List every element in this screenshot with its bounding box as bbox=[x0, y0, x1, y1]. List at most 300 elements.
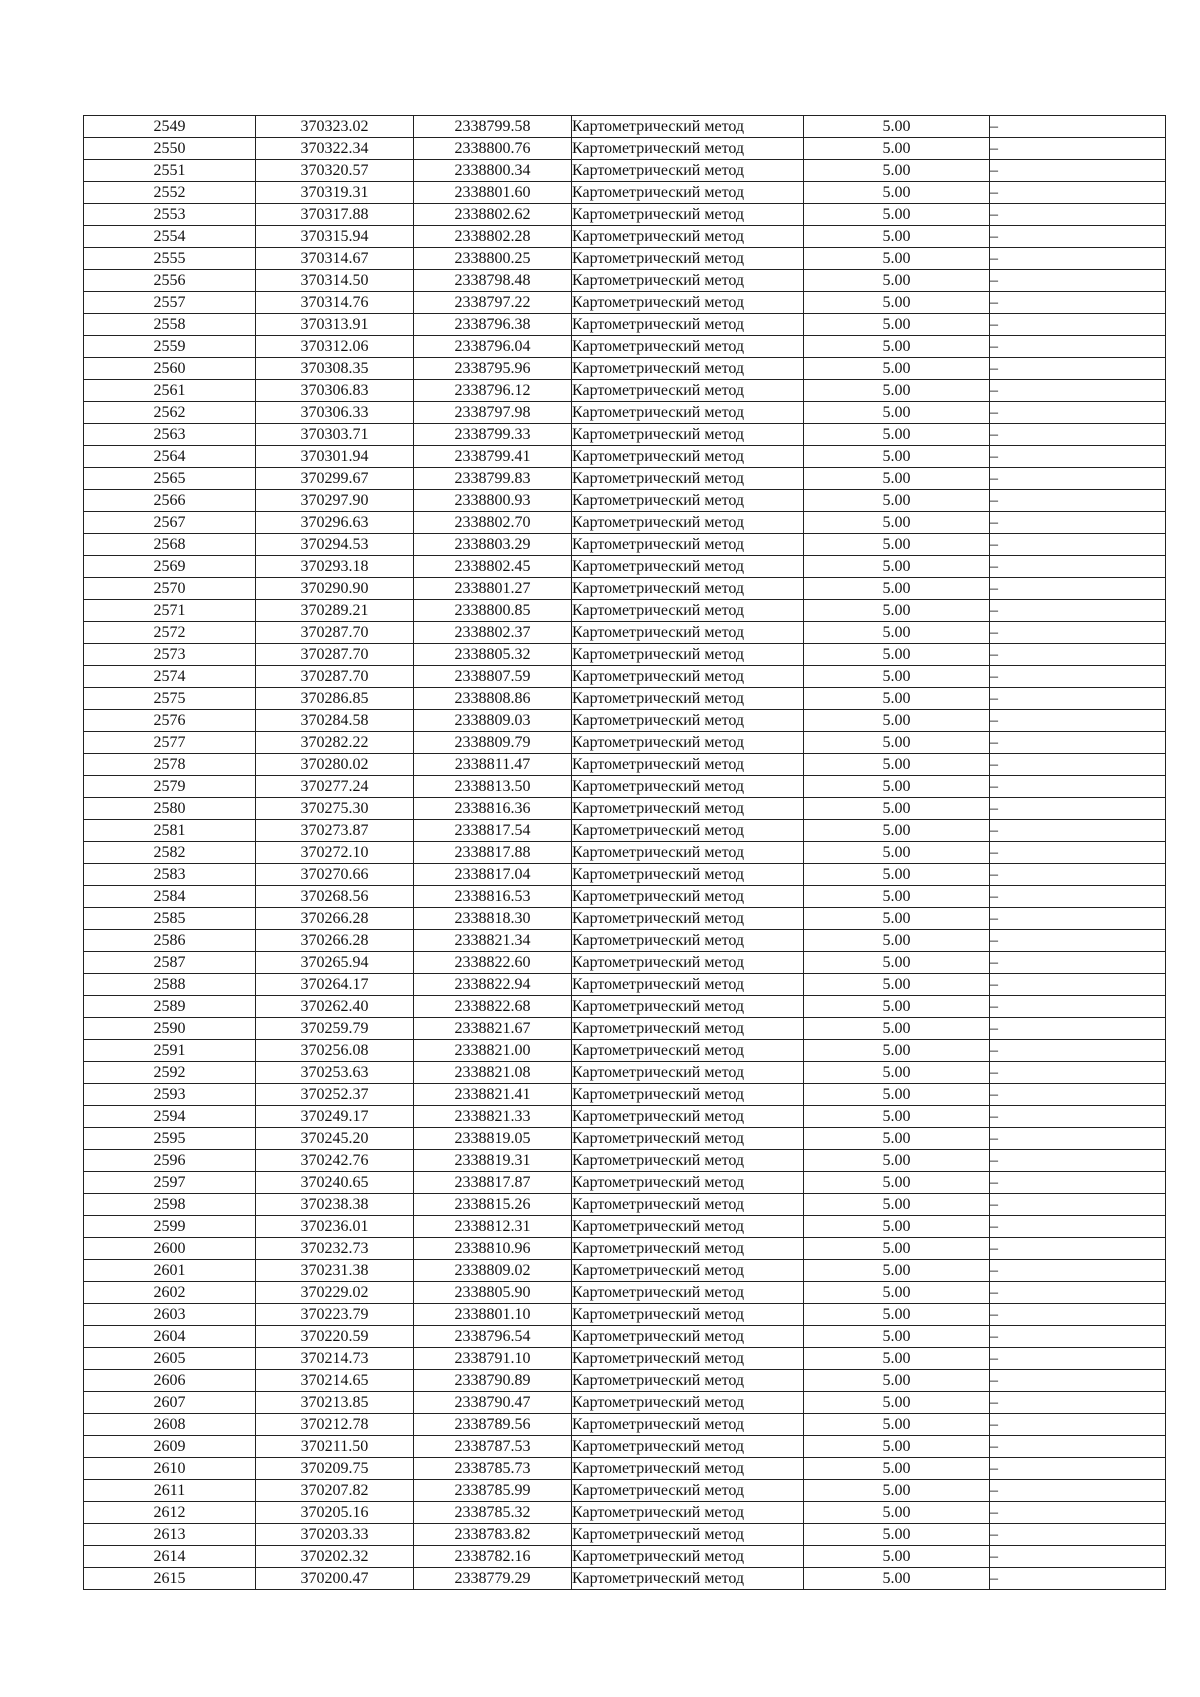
x-coordinate-cell: 370314.67 bbox=[256, 248, 414, 270]
y-coordinate-cell: 2338821.34 bbox=[414, 930, 572, 952]
accuracy-cell: 5.00 bbox=[804, 886, 990, 908]
table-row bbox=[84, 1282, 1166, 1304]
y-coordinate-cell: 2338802.62 bbox=[414, 204, 572, 226]
x-coordinate-cell: 370236.01 bbox=[256, 1216, 414, 1238]
table-row bbox=[84, 1370, 1166, 1392]
point-number-cell: 2613 bbox=[84, 1524, 256, 1546]
table-row bbox=[84, 1436, 1166, 1458]
point-number-cell: 2563 bbox=[84, 424, 256, 446]
x-coordinate-cell: 370213.85 bbox=[256, 1392, 414, 1414]
accuracy-cell: 5.00 bbox=[804, 1392, 990, 1414]
x-coordinate-cell: 370232.73 bbox=[256, 1238, 414, 1260]
table-row bbox=[84, 600, 1166, 622]
accuracy-cell: 5.00 bbox=[804, 1172, 990, 1194]
method-cell: Картометрический метод bbox=[572, 952, 804, 974]
note-cell: – bbox=[990, 204, 1166, 226]
y-coordinate-cell: 2338779.29 bbox=[414, 1568, 572, 1590]
point-number-cell: 2551 bbox=[84, 160, 256, 182]
point-number-cell: 2599 bbox=[84, 1216, 256, 1238]
method-cell: Картометрический метод bbox=[572, 248, 804, 270]
x-coordinate-cell: 370211.50 bbox=[256, 1436, 414, 1458]
table-row bbox=[84, 930, 1166, 952]
accuracy-cell: 5.00 bbox=[804, 1216, 990, 1238]
x-coordinate-cell: 370200.47 bbox=[256, 1568, 414, 1590]
point-number-cell: 2581 bbox=[84, 820, 256, 842]
y-coordinate-cell: 2338782.16 bbox=[414, 1546, 572, 1568]
method-cell: Картометрический метод bbox=[572, 930, 804, 952]
table-row bbox=[84, 1106, 1166, 1128]
accuracy-cell: 5.00 bbox=[804, 1238, 990, 1260]
x-coordinate-cell: 370314.50 bbox=[256, 270, 414, 292]
y-coordinate-cell: 2338799.58 bbox=[414, 116, 572, 138]
method-cell: Картометрический метод bbox=[572, 204, 804, 226]
table-row bbox=[84, 1018, 1166, 1040]
accuracy-cell: 5.00 bbox=[804, 402, 990, 424]
point-number-cell: 2565 bbox=[84, 468, 256, 490]
accuracy-cell: 5.00 bbox=[804, 754, 990, 776]
point-number-cell: 2596 bbox=[84, 1150, 256, 1172]
point-number-cell: 2585 bbox=[84, 908, 256, 930]
x-coordinate-cell: 370270.66 bbox=[256, 864, 414, 886]
table-row bbox=[84, 490, 1166, 512]
accuracy-cell: 5.00 bbox=[804, 1436, 990, 1458]
method-cell: Картометрический метод bbox=[572, 402, 804, 424]
point-number-cell: 2591 bbox=[84, 1040, 256, 1062]
note-cell: – bbox=[990, 358, 1166, 380]
method-cell: Картометрический метод bbox=[572, 512, 804, 534]
table-row bbox=[84, 204, 1166, 226]
x-coordinate-cell: 370266.28 bbox=[256, 930, 414, 952]
x-coordinate-cell: 370220.59 bbox=[256, 1326, 414, 1348]
x-coordinate-cell: 370272.10 bbox=[256, 842, 414, 864]
accuracy-cell: 5.00 bbox=[804, 798, 990, 820]
point-number-cell: 2564 bbox=[84, 446, 256, 468]
method-cell: Картометрический метод bbox=[572, 1084, 804, 1106]
point-number-cell: 2580 bbox=[84, 798, 256, 820]
accuracy-cell: 5.00 bbox=[804, 1348, 990, 1370]
point-number-cell: 2572 bbox=[84, 622, 256, 644]
x-coordinate-cell: 370240.65 bbox=[256, 1172, 414, 1194]
note-cell: – bbox=[990, 600, 1166, 622]
point-number-cell: 2607 bbox=[84, 1392, 256, 1414]
y-coordinate-cell: 2338787.53 bbox=[414, 1436, 572, 1458]
method-cell: Картометрический метод bbox=[572, 1282, 804, 1304]
accuracy-cell: 5.00 bbox=[804, 336, 990, 358]
method-cell: Картометрический метод bbox=[572, 468, 804, 490]
y-coordinate-cell: 2338790.89 bbox=[414, 1370, 572, 1392]
accuracy-cell: 5.00 bbox=[804, 226, 990, 248]
y-coordinate-cell: 2338796.04 bbox=[414, 336, 572, 358]
y-coordinate-cell: 2338809.79 bbox=[414, 732, 572, 754]
method-cell: Картометрический метод bbox=[572, 1194, 804, 1216]
note-cell: – bbox=[990, 820, 1166, 842]
accuracy-cell: 5.00 bbox=[804, 424, 990, 446]
point-number-cell: 2574 bbox=[84, 666, 256, 688]
x-coordinate-cell: 370312.06 bbox=[256, 336, 414, 358]
note-cell: – bbox=[990, 556, 1166, 578]
point-number-cell: 2560 bbox=[84, 358, 256, 380]
note-cell: – bbox=[990, 226, 1166, 248]
method-cell: Картометрический метод bbox=[572, 864, 804, 886]
method-cell: Картометрический метод bbox=[572, 292, 804, 314]
x-coordinate-cell: 370207.82 bbox=[256, 1480, 414, 1502]
note-cell: – bbox=[990, 1480, 1166, 1502]
y-coordinate-cell: 2338813.50 bbox=[414, 776, 572, 798]
x-coordinate-cell: 370315.94 bbox=[256, 226, 414, 248]
note-cell: – bbox=[990, 1040, 1166, 1062]
x-coordinate-cell: 370264.17 bbox=[256, 974, 414, 996]
accuracy-cell: 5.00 bbox=[804, 204, 990, 226]
table-row bbox=[84, 402, 1166, 424]
note-cell: – bbox=[990, 1084, 1166, 1106]
table-row bbox=[84, 886, 1166, 908]
note-cell: – bbox=[990, 1524, 1166, 1546]
x-coordinate-cell: 370322.34 bbox=[256, 138, 414, 160]
y-coordinate-cell: 2338795.96 bbox=[414, 358, 572, 380]
accuracy-cell: 5.00 bbox=[804, 138, 990, 160]
x-coordinate-cell: 370289.21 bbox=[256, 600, 414, 622]
y-coordinate-cell: 2338802.37 bbox=[414, 622, 572, 644]
note-cell: – bbox=[990, 1260, 1166, 1282]
accuracy-cell: 5.00 bbox=[804, 534, 990, 556]
x-coordinate-cell: 370313.91 bbox=[256, 314, 414, 336]
method-cell: Картометрический метод bbox=[572, 1370, 804, 1392]
method-cell: Картометрический метод bbox=[572, 732, 804, 754]
x-coordinate-cell: 370296.63 bbox=[256, 512, 414, 534]
note-cell: – bbox=[990, 1546, 1166, 1568]
note-cell: – bbox=[990, 776, 1166, 798]
table-row bbox=[84, 1172, 1166, 1194]
note-cell: – bbox=[990, 666, 1166, 688]
y-coordinate-cell: 2338822.94 bbox=[414, 974, 572, 996]
point-number-cell: 2614 bbox=[84, 1546, 256, 1568]
method-cell: Картометрический метод bbox=[572, 336, 804, 358]
table-row bbox=[84, 1084, 1166, 1106]
method-cell: Картометрический метод bbox=[572, 710, 804, 732]
note-cell: – bbox=[990, 138, 1166, 160]
note-cell: – bbox=[990, 1502, 1166, 1524]
note-cell: – bbox=[990, 270, 1166, 292]
point-number-cell: 2583 bbox=[84, 864, 256, 886]
note-cell: – bbox=[990, 1194, 1166, 1216]
accuracy-cell: 5.00 bbox=[804, 490, 990, 512]
accuracy-cell: 5.00 bbox=[804, 1546, 990, 1568]
y-coordinate-cell: 2338819.31 bbox=[414, 1150, 572, 1172]
method-cell: Картометрический метод bbox=[572, 1414, 804, 1436]
accuracy-cell: 5.00 bbox=[804, 864, 990, 886]
point-number-cell: 2561 bbox=[84, 380, 256, 402]
note-cell: – bbox=[990, 886, 1166, 908]
table-row bbox=[84, 336, 1166, 358]
point-number-cell: 2589 bbox=[84, 996, 256, 1018]
point-number-cell: 2552 bbox=[84, 182, 256, 204]
y-coordinate-cell: 2338799.33 bbox=[414, 424, 572, 446]
method-cell: Картометрический метод bbox=[572, 424, 804, 446]
point-number-cell: 2573 bbox=[84, 644, 256, 666]
method-cell: Картометрический метод bbox=[572, 820, 804, 842]
table-row bbox=[84, 754, 1166, 776]
x-coordinate-cell: 370229.02 bbox=[256, 1282, 414, 1304]
table-row bbox=[84, 270, 1166, 292]
note-cell: – bbox=[990, 1106, 1166, 1128]
method-cell: Картометрический метод bbox=[572, 1436, 804, 1458]
note-cell: – bbox=[990, 1436, 1166, 1458]
y-coordinate-cell: 2338797.98 bbox=[414, 402, 572, 424]
table-row bbox=[84, 1502, 1166, 1524]
table-row bbox=[84, 996, 1166, 1018]
x-coordinate-cell: 370273.87 bbox=[256, 820, 414, 842]
table-row bbox=[84, 1458, 1166, 1480]
table-row bbox=[84, 1194, 1166, 1216]
accuracy-cell: 5.00 bbox=[804, 1568, 990, 1590]
method-cell: Картометрический метод bbox=[572, 886, 804, 908]
x-coordinate-cell: 370238.38 bbox=[256, 1194, 414, 1216]
note-cell: – bbox=[990, 798, 1166, 820]
note-cell: – bbox=[990, 732, 1166, 754]
point-number-cell: 2550 bbox=[84, 138, 256, 160]
y-coordinate-cell: 2338815.26 bbox=[414, 1194, 572, 1216]
point-number-cell: 2605 bbox=[84, 1348, 256, 1370]
table-row bbox=[84, 644, 1166, 666]
note-cell: – bbox=[990, 116, 1166, 138]
method-cell: Картометрический метод bbox=[572, 996, 804, 1018]
note-cell: – bbox=[990, 952, 1166, 974]
table-row bbox=[84, 1392, 1166, 1414]
note-cell: – bbox=[990, 996, 1166, 1018]
note-cell: – bbox=[990, 1568, 1166, 1590]
y-coordinate-cell: 2338785.99 bbox=[414, 1480, 572, 1502]
x-coordinate-cell: 370280.02 bbox=[256, 754, 414, 776]
table-row bbox=[84, 1260, 1166, 1282]
x-coordinate-cell: 370303.71 bbox=[256, 424, 414, 446]
point-number-cell: 2603 bbox=[84, 1304, 256, 1326]
x-coordinate-cell: 370299.67 bbox=[256, 468, 414, 490]
table-row bbox=[84, 710, 1166, 732]
note-cell: – bbox=[990, 512, 1166, 534]
y-coordinate-cell: 2338810.96 bbox=[414, 1238, 572, 1260]
accuracy-cell: 5.00 bbox=[804, 974, 990, 996]
point-number-cell: 2600 bbox=[84, 1238, 256, 1260]
note-cell: – bbox=[990, 1282, 1166, 1304]
accuracy-cell: 5.00 bbox=[804, 1260, 990, 1282]
method-cell: Картометрический метод bbox=[572, 578, 804, 600]
method-cell: Картометрический метод bbox=[572, 1348, 804, 1370]
note-cell: – bbox=[990, 336, 1166, 358]
method-cell: Картометрический метод bbox=[572, 1106, 804, 1128]
method-cell: Картометрический метод bbox=[572, 226, 804, 248]
x-coordinate-cell: 370252.37 bbox=[256, 1084, 414, 1106]
table-row bbox=[84, 798, 1166, 820]
point-number-cell: 2608 bbox=[84, 1414, 256, 1436]
point-number-cell: 2610 bbox=[84, 1458, 256, 1480]
point-number-cell: 2582 bbox=[84, 842, 256, 864]
y-coordinate-cell: 2338798.48 bbox=[414, 270, 572, 292]
note-cell: – bbox=[990, 842, 1166, 864]
point-number-cell: 2575 bbox=[84, 688, 256, 710]
table-row bbox=[84, 1304, 1166, 1326]
coordinates-table bbox=[83, 115, 1166, 1590]
note-cell: – bbox=[990, 446, 1166, 468]
note-cell: – bbox=[990, 1172, 1166, 1194]
y-coordinate-cell: 2338816.53 bbox=[414, 886, 572, 908]
y-coordinate-cell: 2338809.03 bbox=[414, 710, 572, 732]
note-cell: – bbox=[990, 314, 1166, 336]
point-number-cell: 2576 bbox=[84, 710, 256, 732]
method-cell: Картометрический метод bbox=[572, 1546, 804, 1568]
method-cell: Картометрический метод bbox=[572, 534, 804, 556]
x-coordinate-cell: 370290.90 bbox=[256, 578, 414, 600]
note-cell: – bbox=[990, 1216, 1166, 1238]
x-coordinate-cell: 370259.79 bbox=[256, 1018, 414, 1040]
method-cell: Картометрический метод bbox=[572, 358, 804, 380]
table-row bbox=[84, 578, 1166, 600]
accuracy-cell: 5.00 bbox=[804, 908, 990, 930]
accuracy-cell: 5.00 bbox=[804, 1084, 990, 1106]
accuracy-cell: 5.00 bbox=[804, 380, 990, 402]
note-cell: – bbox=[990, 1128, 1166, 1150]
x-coordinate-cell: 370214.73 bbox=[256, 1348, 414, 1370]
method-cell: Картометрический метод bbox=[572, 182, 804, 204]
accuracy-cell: 5.00 bbox=[804, 644, 990, 666]
note-cell: – bbox=[990, 864, 1166, 886]
y-coordinate-cell: 2338821.08 bbox=[414, 1062, 572, 1084]
method-cell: Картометрический метод bbox=[572, 1040, 804, 1062]
note-cell: – bbox=[990, 1304, 1166, 1326]
y-coordinate-cell: 2338802.70 bbox=[414, 512, 572, 534]
y-coordinate-cell: 2338821.41 bbox=[414, 1084, 572, 1106]
method-cell: Картометрический метод bbox=[572, 908, 804, 930]
table-row bbox=[84, 556, 1166, 578]
x-coordinate-cell: 370287.70 bbox=[256, 644, 414, 666]
table-row bbox=[84, 292, 1166, 314]
accuracy-cell: 5.00 bbox=[804, 1414, 990, 1436]
note-cell: – bbox=[990, 1238, 1166, 1260]
y-coordinate-cell: 2338803.29 bbox=[414, 534, 572, 556]
y-coordinate-cell: 2338802.28 bbox=[414, 226, 572, 248]
note-cell: – bbox=[990, 534, 1166, 556]
table-row bbox=[84, 116, 1166, 138]
table-row bbox=[84, 160, 1166, 182]
table-row bbox=[84, 842, 1166, 864]
point-number-cell: 2555 bbox=[84, 248, 256, 270]
method-cell: Картометрический метод bbox=[572, 160, 804, 182]
x-coordinate-cell: 370231.38 bbox=[256, 1260, 414, 1282]
point-number-cell: 2557 bbox=[84, 292, 256, 314]
note-cell: – bbox=[990, 1018, 1166, 1040]
accuracy-cell: 5.00 bbox=[804, 556, 990, 578]
point-number-cell: 2598 bbox=[84, 1194, 256, 1216]
point-number-cell: 2606 bbox=[84, 1370, 256, 1392]
method-cell: Картометрический метод bbox=[572, 1568, 804, 1590]
y-coordinate-cell: 2338783.82 bbox=[414, 1524, 572, 1546]
accuracy-cell: 5.00 bbox=[804, 600, 990, 622]
table-row bbox=[84, 622, 1166, 644]
method-cell: Картометрический метод bbox=[572, 116, 804, 138]
method-cell: Картометрический метод bbox=[572, 622, 804, 644]
accuracy-cell: 5.00 bbox=[804, 248, 990, 270]
y-coordinate-cell: 2338791.10 bbox=[414, 1348, 572, 1370]
method-cell: Картометрический метод bbox=[572, 556, 804, 578]
method-cell: Картометрический метод bbox=[572, 842, 804, 864]
point-number-cell: 2578 bbox=[84, 754, 256, 776]
y-coordinate-cell: 2338790.47 bbox=[414, 1392, 572, 1414]
accuracy-cell: 5.00 bbox=[804, 1304, 990, 1326]
x-coordinate-cell: 370205.16 bbox=[256, 1502, 414, 1524]
point-number-cell: 2590 bbox=[84, 1018, 256, 1040]
note-cell: – bbox=[990, 974, 1166, 996]
y-coordinate-cell: 2338817.04 bbox=[414, 864, 572, 886]
note-cell: – bbox=[990, 622, 1166, 644]
note-cell: – bbox=[990, 380, 1166, 402]
method-cell: Картометрический метод bbox=[572, 446, 804, 468]
method-cell: Картометрический метод bbox=[572, 776, 804, 798]
y-coordinate-cell: 2338822.68 bbox=[414, 996, 572, 1018]
x-coordinate-cell: 370301.94 bbox=[256, 446, 414, 468]
method-cell: Картометрический метод bbox=[572, 1480, 804, 1502]
table-row bbox=[84, 952, 1166, 974]
note-cell: – bbox=[990, 644, 1166, 666]
y-coordinate-cell: 2338805.32 bbox=[414, 644, 572, 666]
x-coordinate-cell: 370277.24 bbox=[256, 776, 414, 798]
note-cell: – bbox=[990, 424, 1166, 446]
y-coordinate-cell: 2338800.85 bbox=[414, 600, 572, 622]
note-cell: – bbox=[990, 1458, 1166, 1480]
point-number-cell: 2553 bbox=[84, 204, 256, 226]
accuracy-cell: 5.00 bbox=[804, 1150, 990, 1172]
x-coordinate-cell: 370212.78 bbox=[256, 1414, 414, 1436]
x-coordinate-cell: 370265.94 bbox=[256, 952, 414, 974]
y-coordinate-cell: 2338800.76 bbox=[414, 138, 572, 160]
method-cell: Картометрический метод bbox=[572, 1062, 804, 1084]
y-coordinate-cell: 2338800.93 bbox=[414, 490, 572, 512]
note-cell: – bbox=[990, 160, 1166, 182]
method-cell: Картометрический метод bbox=[572, 1524, 804, 1546]
table-row bbox=[84, 182, 1166, 204]
table-row bbox=[84, 1238, 1166, 1260]
accuracy-cell: 5.00 bbox=[804, 578, 990, 600]
accuracy-cell: 5.00 bbox=[804, 732, 990, 754]
point-number-cell: 2586 bbox=[84, 930, 256, 952]
y-coordinate-cell: 2338821.00 bbox=[414, 1040, 572, 1062]
note-cell: – bbox=[990, 1062, 1166, 1084]
accuracy-cell: 5.00 bbox=[804, 1106, 990, 1128]
method-cell: Картометрический метод bbox=[572, 490, 804, 512]
y-coordinate-cell: 2338807.59 bbox=[414, 666, 572, 688]
accuracy-cell: 5.00 bbox=[804, 1282, 990, 1304]
x-coordinate-cell: 370317.88 bbox=[256, 204, 414, 226]
table-row bbox=[84, 1568, 1166, 1590]
method-cell: Картометрический метод bbox=[572, 1304, 804, 1326]
y-coordinate-cell: 2338785.32 bbox=[414, 1502, 572, 1524]
accuracy-cell: 5.00 bbox=[804, 952, 990, 974]
point-number-cell: 2579 bbox=[84, 776, 256, 798]
note-cell: – bbox=[990, 292, 1166, 314]
method-cell: Картометрический метод bbox=[572, 1260, 804, 1282]
accuracy-cell: 5.00 bbox=[804, 1194, 990, 1216]
table-row bbox=[84, 446, 1166, 468]
x-coordinate-cell: 370293.18 bbox=[256, 556, 414, 578]
accuracy-cell: 5.00 bbox=[804, 996, 990, 1018]
accuracy-cell: 5.00 bbox=[804, 1524, 990, 1546]
accuracy-cell: 5.00 bbox=[804, 358, 990, 380]
table-row bbox=[84, 468, 1166, 490]
y-coordinate-cell: 2338799.41 bbox=[414, 446, 572, 468]
x-coordinate-cell: 370203.33 bbox=[256, 1524, 414, 1546]
x-coordinate-cell: 370284.58 bbox=[256, 710, 414, 732]
x-coordinate-cell: 370214.65 bbox=[256, 1370, 414, 1392]
x-coordinate-cell: 370262.40 bbox=[256, 996, 414, 1018]
table-row bbox=[84, 688, 1166, 710]
